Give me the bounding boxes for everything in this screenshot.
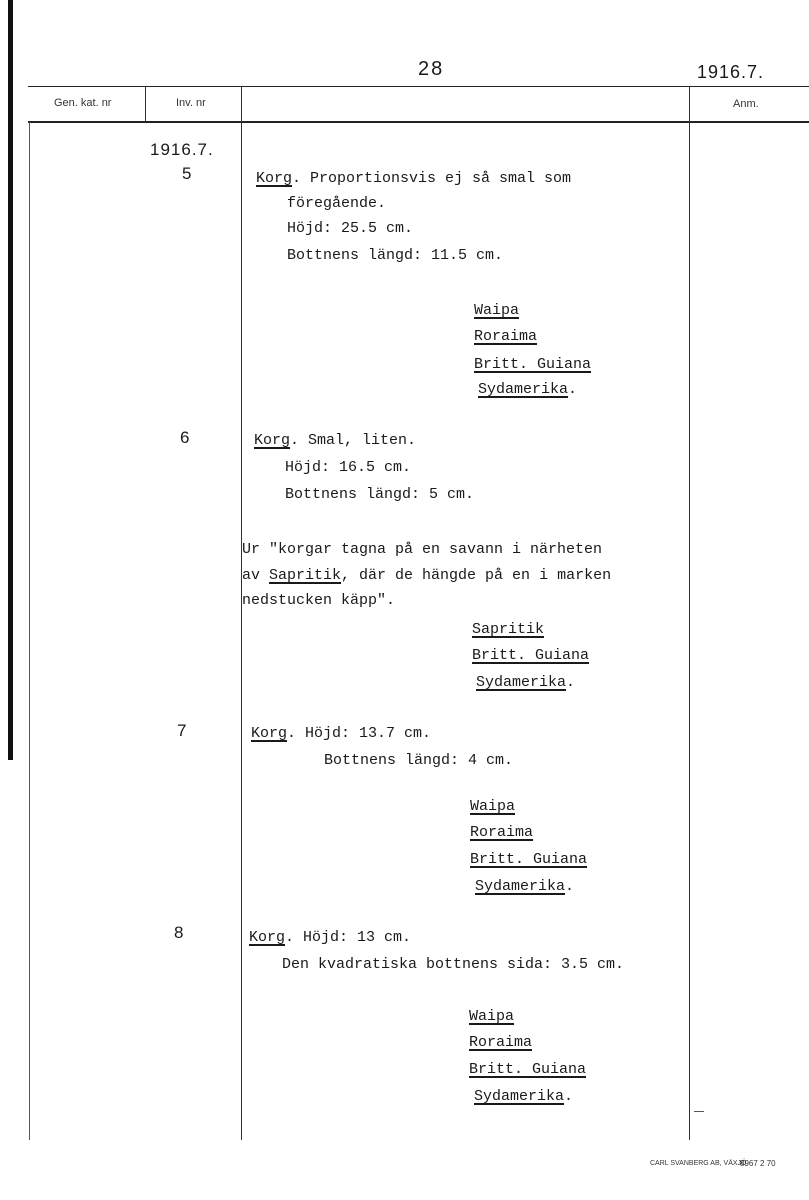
- entry-8-loc-1: Waipa: [469, 1008, 515, 1025]
- entry-6-loc-3-line: Sydamerika.: [476, 674, 576, 691]
- left-margin-line: [29, 122, 30, 1140]
- entry-6-desc-1: . Smal, liten.: [290, 432, 417, 449]
- entry-5-desc-1: . Proportionsvis ej så smal som: [292, 170, 572, 187]
- entry-7-loc-2: Roraima: [470, 824, 534, 841]
- column-header-inv-nr: Inv. nr: [176, 97, 206, 109]
- column-header-gen-kat-nr: Gen. kat. nr: [54, 97, 112, 109]
- binding-edge: [8, 0, 13, 760]
- entry-7-loc-4: Sydamerika: [475, 878, 566, 895]
- entry-5-desc-2: föregående.: [287, 195, 387, 212]
- inventory-prefix: 1916.7.: [150, 140, 214, 159]
- entry-5-line-1: [256, 166, 571, 191]
- entry-8-loc-3: Britt. Guiana: [469, 1061, 587, 1078]
- page-number: 28: [418, 58, 445, 80]
- entry-7-loc-4-line: Sydamerika.: [475, 878, 575, 895]
- header-date: 1916.7.: [697, 62, 765, 82]
- entry-5-loc-1: Waipa: [474, 302, 520, 319]
- entry-6-quote-1: Ur "korgar tagna på en savann i närheten: [242, 541, 603, 558]
- entry-6-desc-3: Bottnens längd: 5 cm.: [285, 486, 475, 503]
- entry-6-line-1: [254, 428, 416, 453]
- inventory-number-6: 6: [180, 428, 190, 447]
- entry-7-desc-1: . Höjd: 13.7 cm.: [287, 725, 432, 742]
- entry-6-quote-2b: , där de hängde på en i marken: [341, 567, 612, 584]
- entry-6-quote-2a: av: [242, 567, 270, 584]
- entry-6-loc-2: Britt. Guiana: [472, 647, 590, 664]
- entry-6-quote-2: [242, 563, 611, 588]
- entry-8-loc-4: Sydamerika: [474, 1088, 565, 1105]
- entry-5-loc-4: Sydamerika: [478, 381, 569, 398]
- entry-6-type: Korg: [254, 432, 291, 449]
- entry-8-desc-2: Den kvadratiska bottnens sida: 3.5 cm.: [282, 956, 625, 973]
- entry-6-loc-1: Sapritik: [472, 621, 545, 638]
- inventory-number-7: 7: [177, 721, 187, 740]
- column-divider-gen: [145, 87, 146, 121]
- entry-5-loc-2: Roraima: [474, 328, 538, 345]
- entry-8-type: Korg: [249, 929, 286, 946]
- inventory-number-8: 8: [174, 923, 184, 942]
- entry-6-loc-3: Sydamerika: [476, 674, 567, 691]
- entry-7-loc-3: Britt. Guiana: [470, 851, 588, 868]
- entry-6-quote-3: nedstucken käpp".: [242, 592, 396, 609]
- entry-6-desc-2: Höjd: 16.5 cm.: [285, 459, 412, 476]
- entry-5-desc-3: Höjd: 25.5 cm.: [287, 220, 414, 237]
- entry-7-loc-1: Waipa: [470, 798, 516, 815]
- entry-7-type: Korg: [251, 725, 288, 742]
- entry-5-desc-4: Bottnens längd: 11.5 cm.: [287, 247, 504, 264]
- entry-8-loc-2: Roraima: [469, 1034, 533, 1051]
- entry-7-line-1: [251, 721, 431, 746]
- entry-8-loc-4-line: Sydamerika.: [474, 1088, 574, 1105]
- header-bottom-rule: [28, 121, 809, 123]
- entry-5-loc-3: Britt. Guiana: [474, 356, 592, 373]
- column-divider-inv: [241, 87, 242, 1140]
- entry-7-desc-2: Bottnens längd: 4 cm.: [324, 752, 514, 769]
- form-code: 8967 2 70: [740, 1159, 776, 1168]
- printer-credit: CARL SVANBERG AB, VÄXJÖ: [650, 1160, 747, 1167]
- entry-6-quote-place: Sapritik: [269, 567, 342, 584]
- remark-dash: [694, 1111, 704, 1112]
- entry-5-loc-4-line: Sydamerika.: [478, 381, 578, 398]
- entry-5-type: Korg: [256, 170, 293, 187]
- entry-8-desc-1: . Höjd: 13 cm.: [285, 929, 412, 946]
- inventory-number-5: 5: [182, 164, 192, 183]
- column-header-anm: Anm.: [733, 98, 759, 110]
- column-divider-anm: [689, 87, 690, 1140]
- entry-8-line-1: [249, 925, 411, 950]
